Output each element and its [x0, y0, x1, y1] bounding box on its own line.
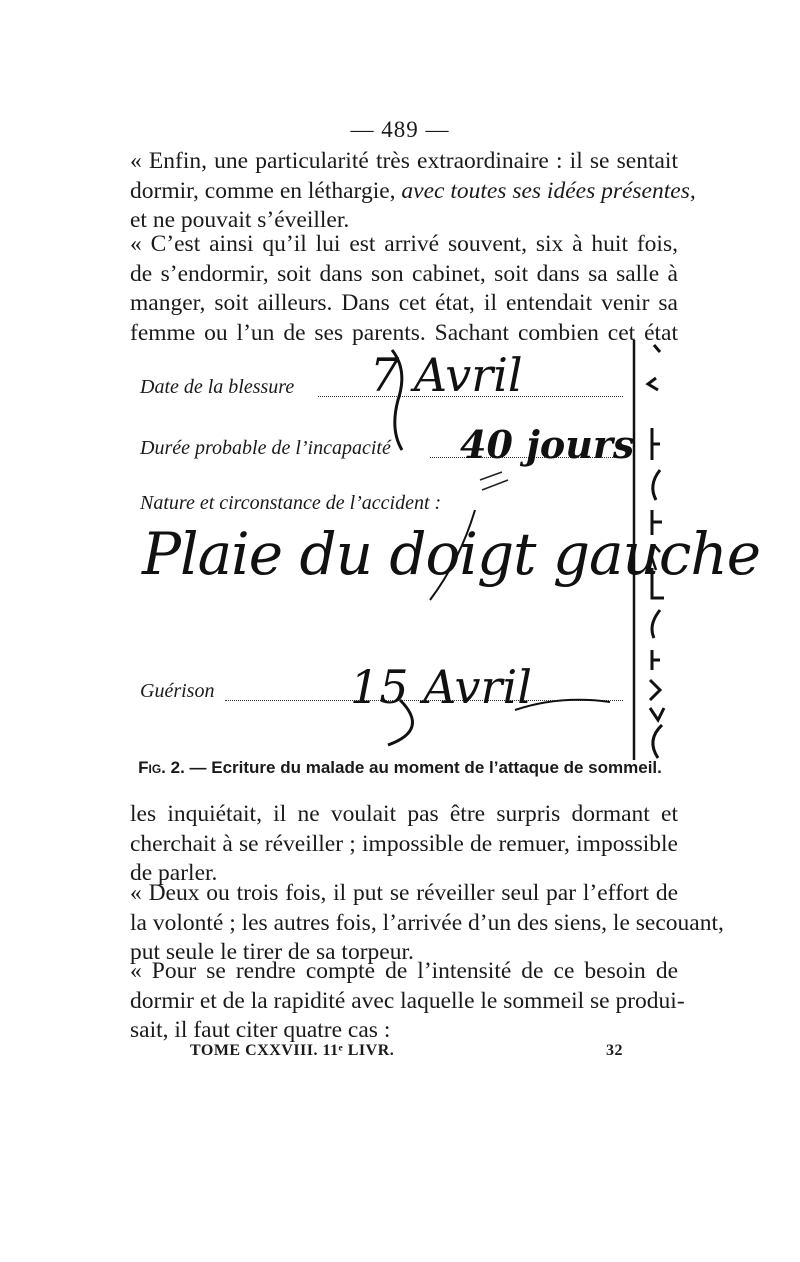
- text-span: dormir, comme en léthargie,: [130, 177, 402, 204]
- text-line: les inquiétait, il ne voulait pas être surpris dormant et: [130, 801, 678, 827]
- handwriting-date: 7 Avril: [370, 348, 523, 402]
- pen-strokes: [130, 340, 680, 760]
- text-line: put seule le tirer de sa torpeur.: [130, 939, 414, 965]
- text-line: femme ou l’un de ses parents. Sachant combien cet état: [130, 319, 678, 346]
- label-date-blessure: Date de la blessure: [140, 376, 295, 398]
- paragraph-5: [130, 957, 685, 1046]
- figure-label: Fig. 2.: [138, 758, 185, 777]
- text-line: « Enfin, une particularité très extraordinaire : il se sentait: [130, 148, 678, 174]
- text-line: dormir et de la rapidité avec laquelle le sommeil se produi-: [130, 987, 685, 1014]
- text-line: de s’endormir, soit dans son cabinet, soit dans sa salle à: [130, 260, 678, 287]
- label-nature-accident: Nature et circonstance de l’accident :: [140, 492, 442, 514]
- text-line: [130, 177, 696, 207]
- label-guerison: Guérison: [140, 680, 215, 702]
- paragraph-2: [130, 230, 678, 348]
- paragraph-1: [130, 147, 696, 236]
- label-duree-incapacite: Durée probable de l’incapacité: [140, 437, 391, 459]
- footer-signature-number: 32: [606, 1042, 623, 1059]
- text-line: « Deux ou trois fois, il put se réveiller seul par l’effort de: [130, 880, 678, 906]
- caption-text: — Ecriture du malade au moment de l’attaque de sommeil.: [184, 758, 662, 777]
- figure-caption: [0, 758, 800, 778]
- text-line: de parler.: [130, 860, 218, 886]
- italic-text: avec toutes ses idées présentes,: [401, 177, 696, 204]
- paragraph-4: [130, 879, 724, 968]
- footer-volume: TOME CXXVIII. 11ᵉ LIVR.: [190, 1042, 395, 1059]
- paragraph-3: [130, 800, 678, 889]
- text-line: cherchait à se réveiller ; impossible de remuer, impossible: [130, 830, 678, 857]
- handwriting-duree: 40 jours: [460, 422, 635, 467]
- text-line: la volonté ; les autres fois, l’arrivée d’un des siens, le secouant,: [130, 909, 724, 936]
- text-line: « C’est ainsi qu’il lui est arrivé souvent, six à huit fois,: [130, 231, 678, 257]
- page-number: — 489 —: [350, 117, 450, 142]
- text-line: sait, il faut citer quatre cas :: [130, 1017, 391, 1043]
- text-line: et ne pouvait s’éveiller.: [130, 207, 350, 233]
- text-line: « Pour se rendre compte de l’intensité de ce besoin de: [130, 958, 678, 984]
- handwriting-guerison: 15 Avril: [350, 660, 532, 714]
- handwriting-figure: [130, 340, 761, 760]
- handwriting-nature: Plaie du doigt gauche: [142, 520, 761, 588]
- margin-scribbles: [626, 340, 686, 760]
- text-line: manger, soit ailleurs. Dans cet état, il entendait venir sa: [130, 290, 678, 316]
